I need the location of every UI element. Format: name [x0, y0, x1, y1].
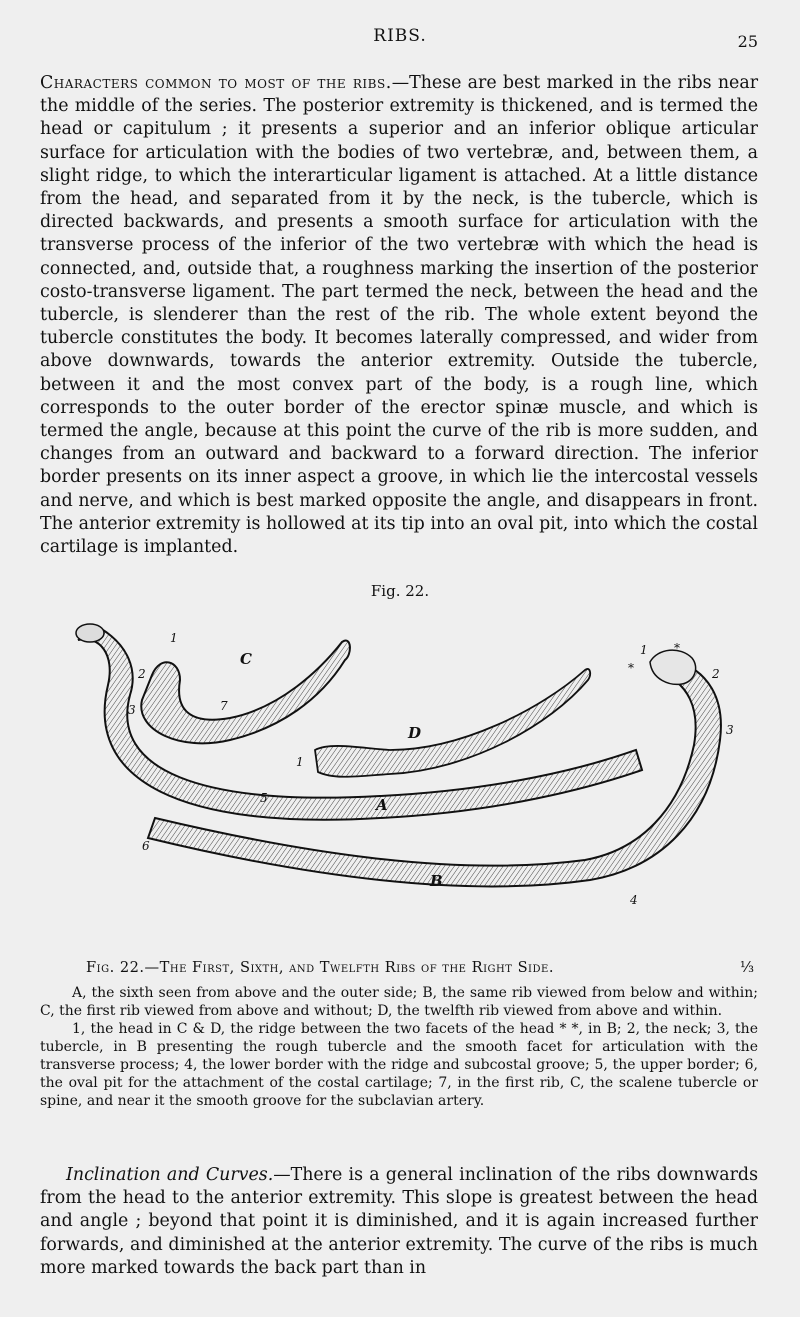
- figure-label: Fig. 22.: [370, 582, 430, 600]
- rib-d: [315, 669, 590, 777]
- figure-number-1-d: 1: [296, 755, 304, 769]
- page-header: [0, 26, 800, 56]
- running-title: RIBS.: [373, 26, 427, 46]
- caption-paragraph-1: A, the sixth seen from above and the outer side; B, the same rib viewed from below and within; C, the first rib viewed from above and without; D, the twelfth rib viewed from above and within.: [40, 985, 758, 1019]
- figure-caption-body: [40, 984, 758, 1110]
- page-number: 25: [737, 32, 758, 51]
- figure-caption-title: [86, 958, 776, 978]
- figure-number-5-a: 5: [260, 791, 268, 805]
- caption-paragraph-2: 1, the head in C & D, the ridge between the two facets of the head * *, in B; 2, the neck; 3, the tubercle, in B presenting the rough tubercle and the smooth facet for articulation with the transverse process; 4, the lower border with the ridge and subcostal groove; 5, the upper border; 6, the oval pit for the attachment of the costal cartilage; 7, in the first rib, C, the scalene tubercle or spine, and near it the smooth groove for the subclavian artery.: [40, 1021, 758, 1109]
- rib-illustration: [30, 600, 770, 950]
- figure-number-4-b: 4: [630, 893, 638, 907]
- caption-scale: ⅓: [739, 959, 754, 976]
- figure-number-3-b: 3: [726, 723, 734, 737]
- section-text: —There is a general inclination of the ribs downwards from the head to the anterior extremity. This slope is greatest between the head and angle ; beyond that point it is diminished, and it is again increased further forwards, and diminished at the anterior extremity. The curve of the ribs is much more marked towards the back part than in: [40, 1165, 758, 1278]
- paragraph: [40, 72, 758, 559]
- figure-letter-b: B: [430, 872, 443, 890]
- figure-number-1-c: 1: [170, 631, 178, 645]
- figure-star-2: *: [628, 661, 634, 675]
- figure-letter-a: A: [376, 796, 388, 814]
- figure-star-1: *: [674, 641, 680, 655]
- section-text: —These are best marked in the ribs near the middle of the series. The posterior extremity is thickened, and is termed the head or capitulum ; it presents a superior and an inferior oblique articular surface for articulation with the bodies of two vertebræ, and, between them, a slight ridge, to which the interarticular ligament is attached. At a little distance from the head, and separated from it by the neck, is the tubercle, which is directed backwards, and presents a smooth surface for articulation with the transverse process of the inferior of the two vertebræ with which the head is connected, and, outside that, a roughness marking the insertion of the posterior costo-transverse ligament. The part termed the neck, between the head and the tubercle, is slenderer than the rest of the rib. The whole extent beyond the tubercle constitutes the body. It becomes laterally compressed, and wider from above downwards, towards the anterior extremity. Outside the tubercle, between it and the most convex part of the body, is a rough line, which corresponds to the outer border of the erector spinæ muscle, and which is termed the angle, because at this point the curve of the rib is more sudden, and changes from an outward and backward to a forward direction. The inferior border presents on its inner aspect a groove, in which lie the intercostal vessels and nerve, and which is best marked opposite the angle, and disappears in front. The anterior extremity is hollowed at its tip into an oval pit, into which the costal cartilage is implanted.: [40, 73, 759, 558]
- figure-letter-c: C: [240, 650, 252, 668]
- figure-number-7-c: 7: [220, 699, 228, 713]
- figure-number-2-b: 2: [712, 667, 720, 681]
- figure-number-3-c: 3: [128, 703, 136, 717]
- paragraph: [40, 1164, 758, 1280]
- section-characters-common: [40, 72, 758, 559]
- figure-number-6-b: 6: [142, 839, 150, 853]
- figure-letter-d: D: [408, 724, 422, 742]
- section-inclination-curves: [40, 1164, 758, 1280]
- figure-number-1-b: 1: [640, 643, 648, 657]
- caption-title-text: Fig. 22.—The First, Sixth, and Twelfth Ribs of the Right Side.: [86, 959, 554, 976]
- section-heading: Characters common to most of the ribs.: [40, 73, 392, 93]
- rib-drawing: [30, 600, 770, 950]
- section-heading: Inclination and Curves.: [66, 1165, 274, 1185]
- figure-number-2-c: 2: [138, 667, 146, 681]
